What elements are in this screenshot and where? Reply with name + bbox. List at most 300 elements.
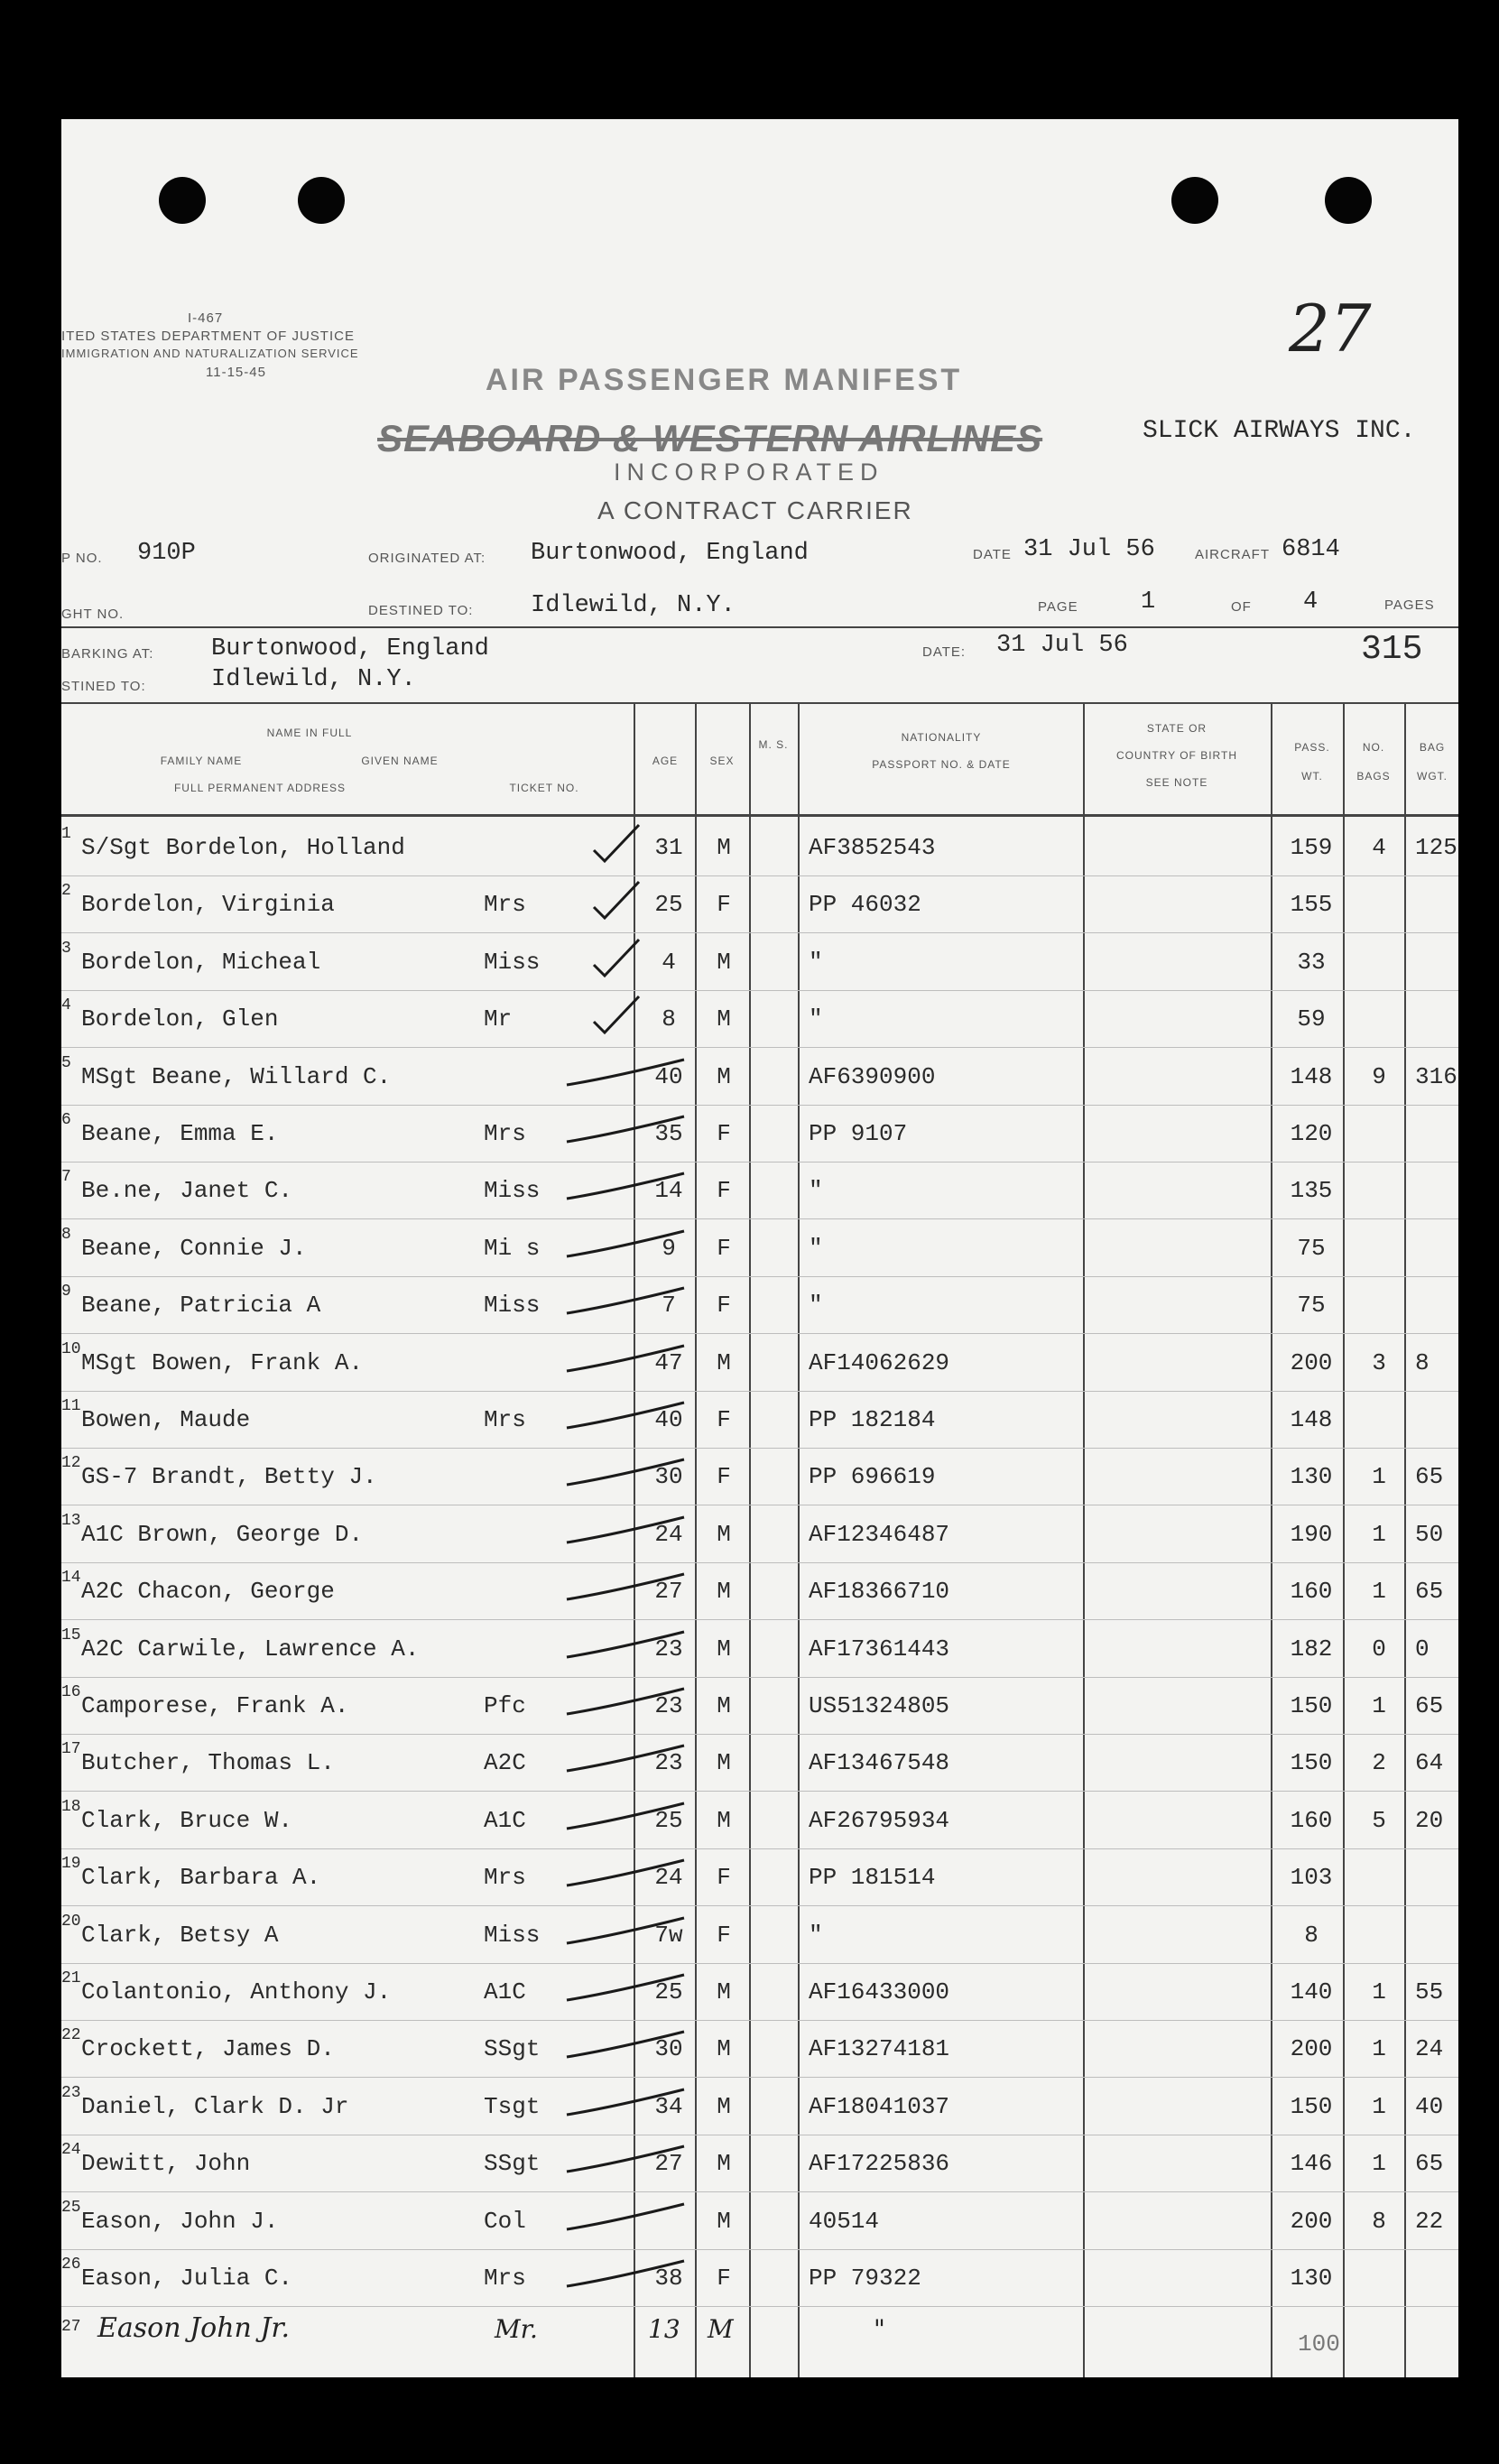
col-sex: SEX bbox=[709, 755, 735, 767]
dept-name: ITED STATES DEPARTMENT OF JUSTICE bbox=[61, 329, 355, 344]
bag-weight: 316 bbox=[1415, 1062, 1457, 1090]
checkmark-icon bbox=[558, 821, 693, 866]
passenger-sex: F bbox=[717, 1463, 731, 1491]
checkmark-icon bbox=[558, 1737, 693, 1782]
row-number: 27 bbox=[61, 2318, 81, 2336]
passport-number: AF13274181 bbox=[809, 2035, 950, 2063]
row-number: 14 bbox=[61, 1569, 81, 1588]
table-row bbox=[61, 1392, 1458, 1449]
pass-weight: 59 bbox=[1297, 1005, 1326, 1033]
printed-carrier-name: SEABOARD & WESTERN AIRLINES bbox=[377, 417, 1043, 459]
passport-number: AF13467548 bbox=[809, 1749, 950, 1777]
passport-ditto: " bbox=[874, 2314, 885, 2344]
passport-number: PP 181514 bbox=[809, 1864, 936, 1892]
table-row bbox=[61, 2079, 1458, 2135]
passenger-title: Mrs bbox=[484, 2265, 526, 2292]
row-number: 26 bbox=[61, 2256, 81, 2274]
passenger-name: Beane, Patricia A bbox=[81, 1292, 321, 1320]
bag-weight: 40 bbox=[1415, 2092, 1444, 2120]
col-bag-wgt: BAG WGT. bbox=[1417, 741, 1448, 783]
passenger-sex: M bbox=[717, 1806, 731, 1834]
bag-count: 8 bbox=[1372, 2207, 1386, 2235]
checkmark-icon bbox=[558, 1966, 693, 2011]
passenger-name: Eason John Jr. bbox=[97, 2312, 290, 2344]
pass-weight: 135 bbox=[1290, 1177, 1333, 1205]
row-number: 5 bbox=[61, 1053, 71, 1072]
passenger-sex: F bbox=[717, 1292, 731, 1320]
checkmark-icon bbox=[558, 1337, 693, 1382]
checkmark-icon bbox=[558, 1680, 693, 1725]
bag-count: 1 bbox=[1372, 1578, 1386, 1606]
pass-weight: 8 bbox=[1304, 1921, 1319, 1949]
passenger-age: 35 bbox=[654, 1120, 683, 1147]
row-number: 1 bbox=[61, 825, 71, 843]
passenger-sex: M bbox=[717, 1578, 731, 1606]
pass-weight: 103 bbox=[1290, 1864, 1333, 1892]
passenger-age: 30 bbox=[654, 2035, 683, 2063]
table-row bbox=[61, 2193, 1458, 2250]
table-row bbox=[61, 1678, 1458, 1735]
checkmark-icon bbox=[558, 1565, 693, 1610]
passenger-name: Eason, Julia C. bbox=[81, 2265, 293, 2292]
passenger-title: A2C bbox=[484, 1749, 526, 1777]
passport-number: PP 182184 bbox=[809, 1406, 936, 1433]
row-number: 17 bbox=[61, 1740, 81, 1759]
table-row bbox=[61, 1621, 1458, 1678]
passenger-age: 25 bbox=[654, 891, 683, 919]
passenger-age: 27 bbox=[654, 2150, 683, 2178]
pass-weight: 155 bbox=[1290, 891, 1333, 919]
passenger-title: SSgt bbox=[484, 2035, 541, 2063]
checkmark-icon bbox=[558, 1051, 693, 1096]
row-number: 9 bbox=[61, 1283, 71, 1301]
pass-weight: 160 bbox=[1290, 1806, 1333, 1834]
embarking-label: BARKING AT: bbox=[61, 646, 154, 662]
passenger-title: Mrs bbox=[484, 1406, 526, 1433]
manifest-page bbox=[61, 119, 1458, 2377]
checkmark-icon bbox=[558, 2137, 693, 2182]
row-number: 16 bbox=[61, 1683, 81, 1701]
row-number: 20 bbox=[61, 1912, 81, 1931]
col-pass-wt: PASS. WT. bbox=[1294, 741, 1330, 783]
passenger-title: Mrs bbox=[484, 1864, 526, 1892]
row-number: 22 bbox=[61, 2026, 81, 2045]
passenger-title: Mi s bbox=[484, 1234, 541, 1262]
passenger-title: A1C bbox=[484, 1978, 526, 2005]
passenger-age: 8 bbox=[662, 1005, 676, 1033]
bag-weight: 65 bbox=[1415, 2150, 1444, 2178]
table-row bbox=[61, 1335, 1458, 1392]
passenger-age: 23 bbox=[654, 1635, 683, 1663]
table-row bbox=[61, 1849, 1458, 1906]
pass-weight: 182 bbox=[1290, 1635, 1333, 1663]
bag-count: 5 bbox=[1372, 1806, 1386, 1834]
passport-number: " bbox=[809, 948, 823, 976]
page-label: PAGE bbox=[1038, 599, 1078, 615]
bag-count: 1 bbox=[1372, 2150, 1386, 2178]
form-date: 11-15-45 bbox=[206, 365, 266, 380]
pass-weight: 200 bbox=[1290, 1348, 1333, 1376]
bag-count: 0 bbox=[1372, 1635, 1386, 1663]
row-number: 25 bbox=[61, 2198, 81, 2217]
passenger-name: Dewitt, John bbox=[81, 2150, 251, 2178]
passenger-name: Clark, Barbara A. bbox=[81, 1864, 321, 1892]
passenger-age: 23 bbox=[654, 1749, 683, 1777]
passenger-sex: F bbox=[717, 1234, 731, 1262]
passenger-title: Pfc bbox=[484, 1692, 526, 1719]
table-row-handwritten bbox=[61, 2312, 1458, 2369]
bag-weight: 50 bbox=[1415, 1520, 1444, 1548]
form-number: I-467 bbox=[188, 310, 224, 326]
checkmark-icon bbox=[558, 1508, 693, 1553]
passport-number: PP 46032 bbox=[809, 891, 921, 919]
pass-weight: 148 bbox=[1290, 1406, 1333, 1433]
passenger-title: Col bbox=[484, 2207, 526, 2235]
punch-hole bbox=[298, 177, 345, 224]
checkmark-icon bbox=[558, 1909, 693, 1954]
bag-weight: 65 bbox=[1415, 1463, 1444, 1491]
punch-hole bbox=[1325, 177, 1372, 224]
checkmark-icon bbox=[558, 1851, 693, 1896]
table-row bbox=[61, 2135, 1458, 2192]
passport-number: PP 696619 bbox=[809, 1463, 936, 1491]
row-number: 2 bbox=[61, 882, 71, 901]
passenger-sex: M bbox=[717, 2092, 731, 2120]
passport-number: AF16433000 bbox=[809, 1978, 950, 2005]
col-address: FULL PERMANENT ADDRESS bbox=[173, 782, 347, 794]
col-given-name: GIVEN NAME bbox=[361, 755, 439, 767]
passenger-name: Bowen, Maude bbox=[81, 1406, 251, 1433]
row-rule bbox=[61, 2306, 1458, 2307]
bag-count: 9 bbox=[1372, 1062, 1386, 1090]
bag-count: 2 bbox=[1372, 1749, 1386, 1777]
passenger-sex: M bbox=[717, 1635, 731, 1663]
bag-weight: 0 bbox=[1415, 1635, 1430, 1663]
row-number: 12 bbox=[61, 1454, 81, 1473]
pass-weight: 146 bbox=[1290, 2150, 1333, 2178]
col-state: STATE OR bbox=[1146, 722, 1208, 735]
passenger-age: 25 bbox=[654, 1978, 683, 2005]
passenger-name: S/Sgt Bordelon, Holland bbox=[81, 834, 405, 861]
passenger-sex: M bbox=[708, 2314, 734, 2344]
passport-number: 40514 bbox=[809, 2207, 880, 2235]
pass-weight: 150 bbox=[1290, 1749, 1333, 1777]
row-number: 15 bbox=[61, 1626, 81, 1644]
of-value: 4 bbox=[1303, 588, 1319, 616]
passenger-age: 9 bbox=[662, 1234, 676, 1262]
table-row bbox=[61, 876, 1458, 933]
table-row bbox=[61, 1277, 1458, 1334]
col-ticket: TICKET NO. bbox=[509, 782, 579, 794]
passenger-name: Butcher, Thomas L. bbox=[81, 1749, 335, 1777]
passport-number: PP 79322 bbox=[809, 2265, 921, 2292]
bag-weight: 65 bbox=[1415, 1578, 1444, 1606]
bag-count: 1 bbox=[1372, 2035, 1386, 2063]
stamp-number: 315 bbox=[1361, 630, 1423, 669]
passenger-name: Bordelon, Virginia bbox=[81, 891, 335, 919]
passenger-title: Tsgt bbox=[484, 2092, 541, 2120]
pass-weight: 100 bbox=[1298, 2330, 1340, 2357]
passenger-name: Crockett, James D. bbox=[81, 2035, 335, 2063]
pass-weight: 150 bbox=[1290, 1692, 1333, 1719]
passenger-sex: M bbox=[717, 1692, 731, 1719]
pass-weight: 200 bbox=[1290, 2035, 1333, 2063]
passenger-age: 30 bbox=[654, 1463, 683, 1491]
bag-weight: 55 bbox=[1415, 1978, 1444, 2005]
passport-number: " bbox=[809, 1005, 823, 1033]
col-name-in-full: NAME IN FULL bbox=[266, 727, 353, 739]
passport-number: AF17225836 bbox=[809, 2150, 950, 2178]
passenger-age: 7w bbox=[654, 1921, 683, 1949]
bag-count: 1 bbox=[1372, 1463, 1386, 1491]
table-top-rule bbox=[61, 702, 1458, 704]
passenger-age: 31 bbox=[654, 834, 683, 861]
passport-number: AF26795934 bbox=[809, 1806, 950, 1834]
table-row bbox=[61, 1792, 1458, 1849]
passenger-sex: M bbox=[717, 1520, 731, 1548]
checkmark-icon bbox=[558, 1794, 693, 1839]
checkmark-icon bbox=[558, 2252, 693, 2297]
trip-no-value: 910P bbox=[137, 540, 196, 567]
col-passport: PASSPORT NO. & DATE bbox=[872, 758, 1011, 771]
page-value: 1 bbox=[1141, 588, 1156, 616]
passenger-title: Mrs bbox=[484, 1120, 526, 1147]
passport-number: AF18041037 bbox=[809, 2092, 950, 2120]
checkmark-icon bbox=[558, 1164, 693, 1209]
passenger-name: Beane, Emma E. bbox=[81, 1120, 279, 1147]
passenger-sex: F bbox=[717, 1864, 731, 1892]
passenger-name: A2C Chacon, George bbox=[81, 1578, 335, 1606]
destined-label: DESTINED TO: bbox=[368, 603, 474, 618]
pass-weight: 159 bbox=[1290, 834, 1333, 861]
bag-weight: 22 bbox=[1415, 2207, 1444, 2235]
passenger-name: Camporese, Frank A. bbox=[81, 1692, 349, 1719]
passport-number: AF14062629 bbox=[809, 1348, 950, 1376]
passenger-name: Bordelon, Glen bbox=[81, 1005, 279, 1033]
passenger-sex: M bbox=[717, 1005, 731, 1033]
flight-no-label: GHT NO. bbox=[61, 607, 125, 622]
passenger-age: 24 bbox=[654, 1864, 683, 1892]
col-age: AGE bbox=[652, 755, 679, 767]
checkmark-icon bbox=[558, 1279, 693, 1324]
passenger-title: Miss bbox=[484, 1921, 541, 1949]
table-row bbox=[61, 820, 1458, 876]
passenger-sex: F bbox=[717, 2265, 731, 2292]
passenger-name: MSgt Bowen, Frank A. bbox=[81, 1348, 364, 1376]
table-row bbox=[61, 1106, 1458, 1163]
bag-count: 1 bbox=[1372, 1520, 1386, 1548]
passenger-age: 25 bbox=[654, 1806, 683, 1834]
pass-weight: 190 bbox=[1290, 1520, 1333, 1548]
col-nationality: NATIONALITY bbox=[901, 731, 982, 744]
passport-number: PP 9107 bbox=[809, 1120, 908, 1147]
passenger-name: GS-7 Brandt, Betty J. bbox=[81, 1463, 377, 1491]
passenger-title: Mr. bbox=[495, 2314, 538, 2344]
header-bottom-rule bbox=[61, 814, 1458, 817]
passenger-age: 47 bbox=[654, 1348, 683, 1376]
row-number: 6 bbox=[61, 1111, 71, 1129]
punch-hole bbox=[1171, 177, 1218, 224]
checkmark-icon bbox=[558, 2195, 693, 2240]
row-number: 10 bbox=[61, 1339, 81, 1358]
bag-count: 3 bbox=[1372, 1348, 1386, 1376]
passenger-age: 4 bbox=[662, 948, 676, 976]
col-ms: M. S. bbox=[758, 738, 789, 751]
passport-number: AF6390900 bbox=[809, 1062, 936, 1090]
row-number: 4 bbox=[61, 996, 71, 1015]
pass-weight: 148 bbox=[1290, 1062, 1333, 1090]
passport-number: AF17361443 bbox=[809, 1635, 950, 1663]
divider bbox=[61, 626, 1458, 628]
pass-weight: 120 bbox=[1290, 1120, 1333, 1147]
passport-number: AF12346487 bbox=[809, 1520, 950, 1548]
pass-weight: 200 bbox=[1290, 2207, 1333, 2235]
contract-carrier-text: A CONTRACT CARRIER bbox=[597, 496, 913, 524]
date-label: DATE bbox=[973, 547, 1012, 562]
service-name: IMMIGRATION AND NATURALIZATION SERVICE bbox=[61, 347, 359, 360]
punch-hole bbox=[159, 177, 206, 224]
passenger-sex: M bbox=[717, 2207, 731, 2235]
row-number: 18 bbox=[61, 1797, 81, 1816]
checkmark-icon bbox=[558, 2023, 693, 2068]
passenger-sex: M bbox=[717, 834, 731, 861]
passenger-age: 27 bbox=[654, 1578, 683, 1606]
table-row bbox=[61, 2250, 1458, 2307]
col-family-name: FAMILY NAME bbox=[160, 755, 243, 767]
passenger-age: 24 bbox=[654, 1520, 683, 1548]
passenger-sex: M bbox=[717, 948, 731, 976]
passport-number: " bbox=[809, 1921, 823, 1949]
originated-label: ORIGINATED AT: bbox=[368, 551, 486, 566]
pass-weight: 150 bbox=[1290, 2092, 1333, 2120]
passenger-sex: M bbox=[717, 1978, 731, 2005]
row-number: 13 bbox=[61, 1511, 81, 1530]
bag-weight: 64 bbox=[1415, 1749, 1444, 1777]
embarking-value: Burtonwood, England bbox=[211, 635, 489, 662]
table-row bbox=[61, 934, 1458, 991]
checkmark-icon bbox=[558, 936, 693, 981]
table-row bbox=[61, 991, 1458, 1048]
pass-weight: 130 bbox=[1290, 1463, 1333, 1491]
passenger-sex: F bbox=[717, 891, 731, 919]
passenger-age: 14 bbox=[654, 1177, 683, 1205]
table-row bbox=[61, 1449, 1458, 1505]
table-row bbox=[61, 1163, 1458, 1219]
incorporated-text: INCORPORATED bbox=[614, 459, 884, 486]
passport-number: " bbox=[809, 1292, 823, 1320]
passenger-name: Eason, John J. bbox=[81, 2207, 279, 2235]
passenger-name: Daniel, Clark D. Jr bbox=[81, 2092, 349, 2120]
row-number: 24 bbox=[61, 2141, 81, 2160]
passenger-name: A2C Carwile, Lawrence A. bbox=[81, 1635, 420, 1663]
passenger-title: Miss bbox=[484, 948, 541, 976]
passenger-name: Be.ne, Janet C. bbox=[81, 1177, 293, 1205]
col-no-bags: NO. BAGS bbox=[1356, 741, 1391, 783]
pass-weight: 140 bbox=[1290, 1978, 1333, 2005]
checkmark-icon bbox=[558, 1107, 693, 1153]
passenger-title: SSgt bbox=[484, 2150, 541, 2178]
checkmark-icon bbox=[558, 1623, 693, 1668]
bag-count: 4 bbox=[1372, 834, 1386, 861]
passenger-sex: F bbox=[717, 1177, 731, 1205]
bag-weight: 20 bbox=[1415, 1806, 1444, 1834]
passenger-age: 38 bbox=[654, 2265, 683, 2292]
passenger-title: A1C bbox=[484, 1806, 526, 1834]
pass-weight: 75 bbox=[1297, 1292, 1326, 1320]
table-row bbox=[61, 1049, 1458, 1106]
passenger-name: A1C Brown, George D. bbox=[81, 1520, 364, 1548]
table-row bbox=[61, 1735, 1458, 1792]
bag-count: 1 bbox=[1372, 2092, 1386, 2120]
manifest-title: AIR PASSENGER MANIFEST bbox=[486, 363, 963, 397]
passenger-sex: M bbox=[717, 1062, 731, 1090]
checkmark-icon bbox=[558, 2080, 693, 2126]
passenger-name: Bordelon, Micheal bbox=[81, 948, 321, 976]
row-number: 8 bbox=[61, 1225, 71, 1244]
of-label: OF bbox=[1231, 599, 1252, 615]
originated-value: Burtonwood, England bbox=[531, 540, 809, 567]
passenger-age: 23 bbox=[654, 1692, 683, 1719]
bag-weight: 65 bbox=[1415, 1692, 1444, 1719]
row-number: 21 bbox=[61, 1969, 81, 1987]
row-number: 23 bbox=[61, 2083, 81, 2102]
aircraft-value: 6814 bbox=[1282, 536, 1340, 563]
destined2-label: STINED TO: bbox=[61, 679, 146, 694]
table-row bbox=[61, 1506, 1458, 1563]
date2-value: 31 Jul 56 bbox=[996, 632, 1128, 659]
passenger-sex: M bbox=[717, 1749, 731, 1777]
aircraft-label: AIRCRAFT bbox=[1195, 547, 1270, 562]
checkmark-icon bbox=[558, 993, 693, 1038]
passenger-name: Beane, Connie J. bbox=[81, 1234, 307, 1262]
typed-carrier-name: SLICK AIRWAYS INC. bbox=[1143, 417, 1416, 445]
passport-number: AF18366710 bbox=[809, 1578, 950, 1606]
bag-count: 1 bbox=[1372, 1978, 1386, 2005]
pass-weight: 75 bbox=[1297, 1234, 1326, 1262]
bag-weight: 8 bbox=[1415, 1348, 1430, 1376]
bag-count: 1 bbox=[1372, 1692, 1386, 1719]
checkmark-icon bbox=[558, 1450, 693, 1496]
destined2-value: Idlewild, N.Y. bbox=[211, 666, 416, 693]
passenger-sex: F bbox=[717, 1120, 731, 1147]
passenger-title: Mr bbox=[484, 1005, 513, 1033]
passenger-name: Colantonio, Anthony J. bbox=[81, 1978, 392, 2005]
table-row bbox=[61, 2021, 1458, 2078]
passenger-title: Mrs bbox=[484, 891, 526, 919]
passenger-name: Clark, Betsy A bbox=[81, 1921, 279, 1949]
col-country-birth: COUNTRY OF BIRTH bbox=[1115, 749, 1237, 762]
bag-weight: 24 bbox=[1415, 2035, 1444, 2063]
row-number: 11 bbox=[61, 1397, 81, 1415]
passenger-sex: M bbox=[717, 2035, 731, 2063]
passenger-age: 40 bbox=[654, 1062, 683, 1090]
table-row bbox=[61, 1964, 1458, 2021]
passenger-title: Miss bbox=[484, 1292, 541, 1320]
passenger-sex: M bbox=[717, 1348, 731, 1376]
passenger-age: 7 bbox=[662, 1292, 676, 1320]
passenger-age: 13 bbox=[648, 2314, 680, 2344]
passport-number: " bbox=[809, 1177, 823, 1205]
pass-weight: 160 bbox=[1290, 1578, 1333, 1606]
row-number: 3 bbox=[61, 939, 71, 958]
table-row bbox=[61, 1220, 1458, 1277]
passenger-title: Miss bbox=[484, 1177, 541, 1205]
table-row bbox=[61, 1907, 1458, 1964]
passenger-sex: F bbox=[717, 1921, 731, 1949]
passenger-name: MSgt Beane, Willard C. bbox=[81, 1062, 392, 1090]
checkmark-icon bbox=[558, 878, 693, 923]
passenger-age: 34 bbox=[654, 2092, 683, 2120]
